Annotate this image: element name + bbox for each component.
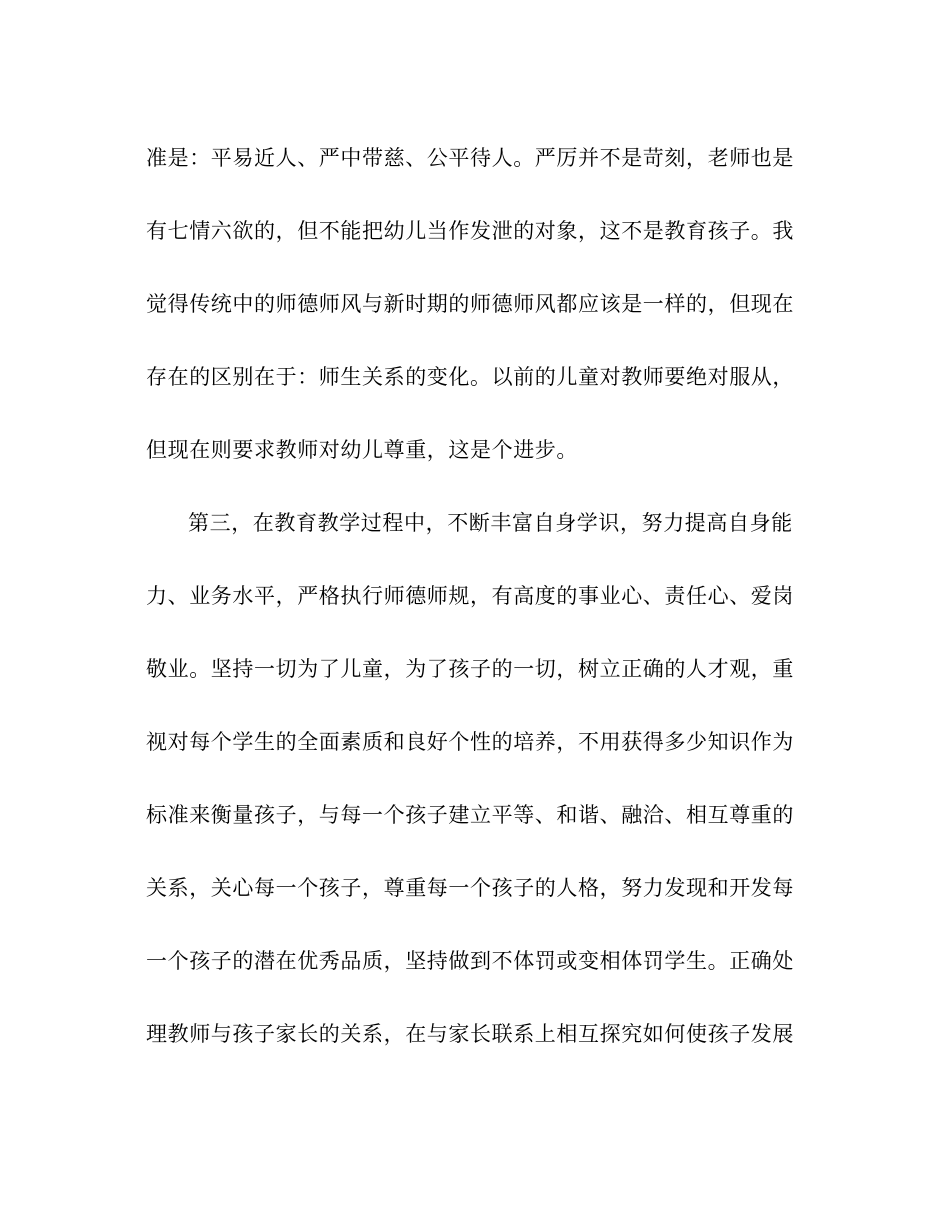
text-line: 关系，关心每一个孩子，尊重每一个孩子的人格，努力发现和开发每 [146, 876, 794, 900]
text-line: 但现在则要求教师对幼儿尊重，这是个进步。 [146, 438, 578, 462]
text-line: 力、业务水平，严格执行师德师规，有高度的事业心、责任心、爱岗 [146, 584, 794, 608]
text-line: 标准来衡量孩子，与每一个孩子建立平等、和谐、融洽、相互尊重的 [146, 803, 794, 827]
text-line: 准是：平易近人、严中带慈、公平待人。严厉并不是苛刻，老师也是 [146, 146, 794, 170]
text-line: 一个孩子的潜在优秀品质，坚持做到不体罚或变相体罚学生。正确处 [146, 949, 794, 973]
text-line: 理教师与孩子家长的关系，在与家长联系上相互探究如何使孩子发展 [146, 1022, 794, 1046]
text-line: 存在的区别在于：师生关系的变化。以前的儿童对教师要绝对服从， [146, 365, 794, 389]
text-line: 觉得传统中的师德师风与新时期的师德师风都应该是一样的，但现在 [146, 292, 794, 316]
text-line: 有七情六欲的，但不能把幼儿当作发泄的对象，这不是教育孩子。我 [146, 219, 794, 243]
text-line: 敬业。坚持一切为了儿童，为了孩子的一切，树立正确的人才观，重 [146, 657, 794, 681]
paragraph-first-line: 第三，在教育教学过程中，不断丰富自身学识，努力提高自身能 [188, 511, 793, 535]
text-line: 视对每个学生的全面素质和良好个性的培养，不用获得多少知识作为 [146, 730, 794, 754]
